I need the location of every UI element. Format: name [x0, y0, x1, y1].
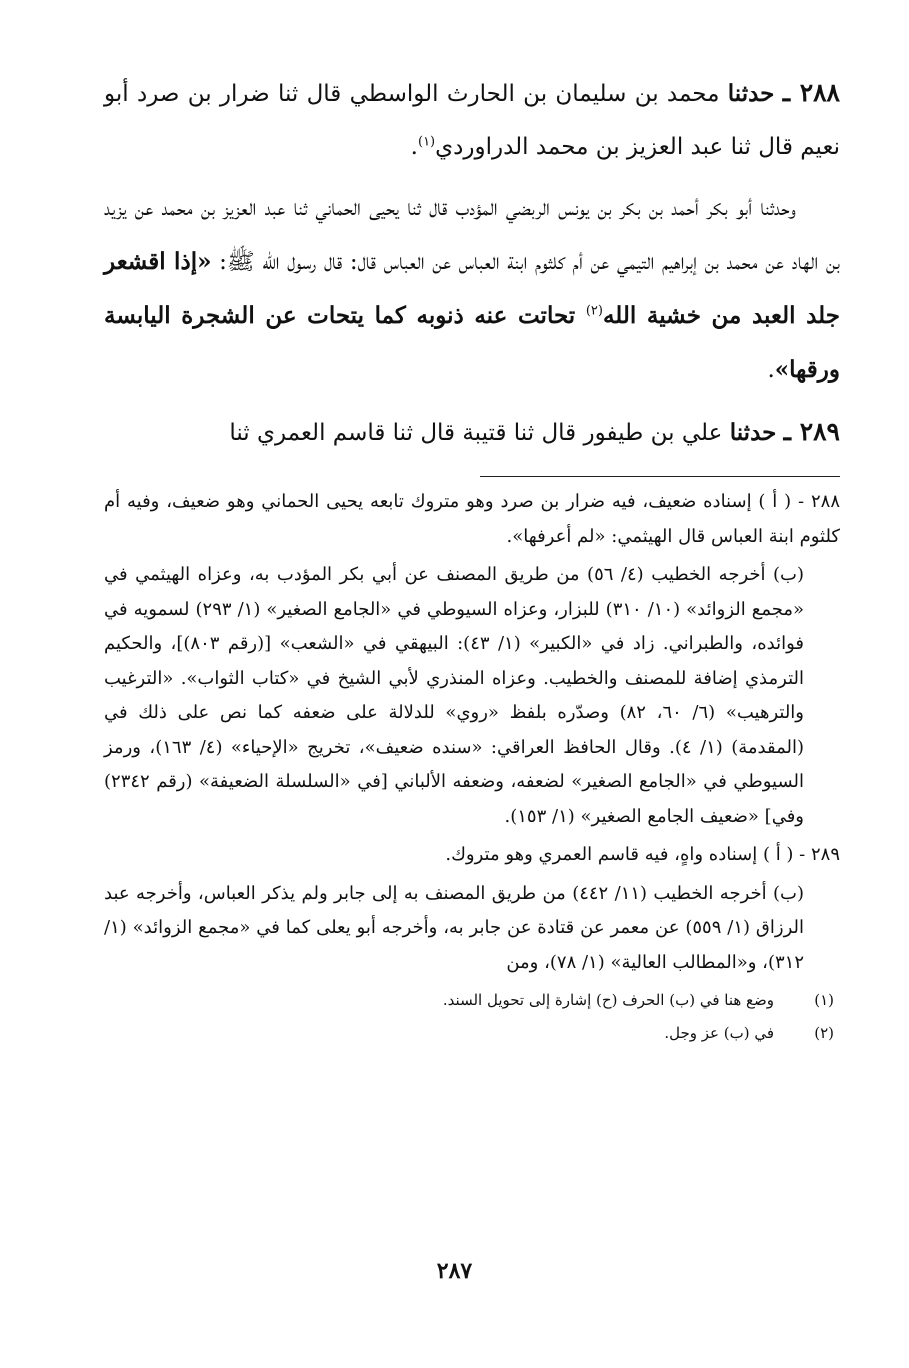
note-289-a: ٢٨٩ - ( أ ) إسناده واهٍ، فيه قاسم العمري وهو متروك. [445, 844, 840, 865]
note-288-a: ٢٨٨ - ( أ ) إسناده ضعيف، فيه ضرار بن صرد وهو متروك تابعه يحيى الحماني وهو ضعيف، وفيه أم كلثوم ابنة العباس قال الهيثمي: «لم أعرفها». [104, 491, 840, 547]
hadith-number: ٢٨٨ ـ [782, 78, 840, 107]
footnote-ref: (١) [417, 134, 436, 150]
hadith-lead: حدثنا [729, 419, 777, 446]
footnote-text: وضع هنا في (ب) الحرف (ح) إشارة إلى تحويل السند. [442, 991, 774, 1009]
separator-rule [480, 476, 840, 477]
note-289-b: (ب) أخرجه الخطيب (١١/ ٤٤٢) من طريق المصنف به إلى جابر ولم يذكر العباس، وأخرجه عبد الرزاق (١/ ٥٥٩) عن معمر عن قتادة عن جابر به، وأخرجه أبو يعلى كما في «مجمع الزوائد» (١/ ٣١٢)، و«المطالب العالية» (١/ ٧٨)، ومن [104, 882, 804, 973]
footnote-2 [104, 1017, 840, 1050]
main-text [104, 66, 840, 460]
hadith-288-second-chain: وحدثنا أبو بكر أحمد بن بكر بن يونس الربضي المؤدب قال ثنا يحيى الحماني ثنا عبد العزيز بن محمد عن يزيد بن الهاد عن محمد بن إبراهيم التيمي عن أم كلثوم ابنة العباس عن العباس قال: قال رسول الله ﷺ: «إذا اقشعر جلد العبد من خشية الله$^{(٢)}$ تحاتت عنه ذنوبه كما يتحات عن الشجرة اليابسة ورقها». [104, 195, 840, 383]
footnote-key: (١) [814, 991, 834, 1009]
commentary [104, 485, 840, 980]
hadith-lead: حدثنا [727, 80, 775, 107]
footnote-ref: (٢) [585, 303, 603, 319]
hadith-288: ٢٨٨ ـ حدثنا محمد بن سليمان بن الحارث الواسطي قال ثنا ضرار بن صرد أبو نعيم قال ثنا عبد العزيز بن محمد الدراوردي$^{(١)}$. [104, 78, 840, 160]
chain-text: وحدثنا أبو بكر أحمد بن بكر بن يونس الربضي المؤدب قال ثنا يحيى الحماني ثنا عبد العزيز بن محمد عن يزيد بن الهاد عن محمد بن إبراهيم التيمي عن أم كلثوم ابنة العباس عن العباس قال: قال رسول الله ﷺ: [104, 195, 840, 275]
note-288-b: (ب) أخرجه الخطيب (٤/ ٥٦) من طريق المصنف عن أبي بكر المؤدب به، وعزاه الهيثمي في «مجمع الزوائد» (١٠/ ٣١٠) للبزار، وعزاه السيوطي في «الجامع الصغير» (١/ ٢٩٣) لسمويه في فوائده، والطبراني. زاد في «الكبير» (١/ ٤٣): البيهقي في «الشعب» [(رقم ٨٠٣)]، والحكيم الترمذي إضافة للمصنف والخطيب. وعزاه المنذري لأبي الشيخ في «كتاب الثواب». «الترغيب والترهيب» (٦/ ٦٠، ٨٢) وصدّره بلفظ «روي» للدلالة على ضعفه كما نص على ذلك في (المقدمة) (١/ ٤). وقال الحافظ العراقي: «سنده ضعيف»، تخريج «الإحياء» (٤/ ١٦٣)، ورمز السيوطي في «الجامع الصغير» لضعفه، وضعفه الألباني [في «السلسلة الضعيفة» (رقم ٢٣٤٢) وفي] «ضعيف الجامع الصغير» (١/ ١٥٣). [104, 564, 804, 827]
hadith-text: محمد بن سليمان بن الحارث الواسطي قال ثنا ضرار بن صرد أبو نعيم قال ثنا عبد العزيز بن محمد الدراوردي [104, 81, 840, 160]
hadith-matn-cont: تحاتت عنه ذنوبه كما يتحات عن الشجرة اليابسة ورقها» [104, 302, 840, 383]
page-body [104, 66, 840, 1050]
hadith-matn: «إذا اقشعر جلد العبد من خشية الله [104, 248, 840, 329]
footnote-text: في (ب) عز وجل. [664, 1024, 774, 1042]
hadith-number: ٢٨٩ ـ [783, 417, 840, 446]
hadith-289 [104, 405, 840, 460]
page-number: ٢٨٧ [436, 1258, 473, 1284]
footnotes [104, 984, 840, 1050]
hadith-text: علي بن طيفور قال ثنا قتيبة قال ثنا قاسم العمري ثنا [229, 420, 730, 446]
footnote-1 [104, 984, 840, 1017]
footnote-key: (٢) [814, 1024, 834, 1042]
